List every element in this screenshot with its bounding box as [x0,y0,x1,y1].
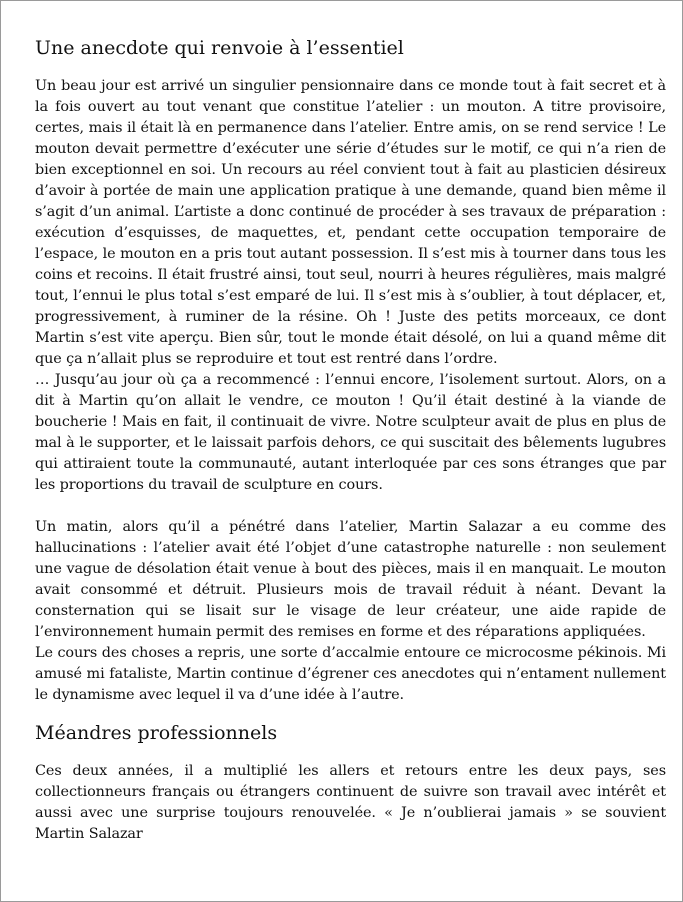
paragraph-3: Un matin, alors qu’il a pénétré dans l’atelier, Martin Salazar a eu comme des hallucinations : l’atelier avait été l’objet d’une catastrophe naturelle : non seulement une vague de désolation était venue à bout des pièces, mais il en manquait. Le mouton avait consommé et détruit. Plusieurs mois de travail réduit à néant. Devant la consternation qui se lisait sur le visage de leur créateur, une aide rapide de l’environnement humain permit des remises en forme et des réparations appliquées. [35,519,666,640]
paragraph-4: Le cours des choses a repris, une sorte d’accalmie entoure ce microcosme pékinois. Mi amusé mi fataliste, Martin continue d’égrener ces anecdotes qui n’entament nullement le dynamisme avec lequel il va d’une idée à l’autre. [35,645,666,703]
section-heading-anecdote: Une anecdote qui renvoie à l’essentiel [35,37,404,59]
section-heading-meandres: Méandres professionnels [35,722,278,744]
paragraph-1: Un beau jour est arrivé un singulier pensionnaire dans ce monde tout à fait secret et à la fois ouvert au tout venant que constitue l’atelier : un mouton. A titre provisoire, certes, mais il était là en permanence dans l’atelier. Entre amis, on se rend service ! Le mouton devait permettre d’exécuter une série d’études sur le motif, ce qui n’a rien de bien exceptionnel en soi. Un recours au réel convient tout à fait au plasticien désireux d’avoir à portée de main une application pratique à une demande, quand bien même il s’agit d’un animal. L’artiste a donc continué de procéder à ses travaux de préparation : exécution d’esquisses, de maquettes, et, pendant cette occupation temporaire de l’espace, le mouton en a pris tout autant possession. Il s’est mis à tourner dans tous les coins et recoins. Il était frustré ainsi, tout seul, nourri à heures régulières, mais malgré tout, l’ennui le plus total s’est emparé de lui. Il s’est mis à s’oublier, à tout déplacer, et, progressivement, à ruminer de la résine. Oh ! Juste des petits morceaux, ce dont Martin s’est vite aperçu. Bien sûr, tout le monde était désolé, on lui a quand même dit que ça n’allait plus se reproduire et tout est rentré dans l’ordre. [35,78,666,367]
paragraph-5: Ces deux années, il a multiplié les allers et retours entre les deux pays, ses collectionneurs français ou étrangers continuent de suivre son travail avec intérêt et aussi avec une surprise toujours renouvelée. « Je n’oublierai jamais » se souvient Martin Salazar [35,763,666,842]
paragraph-2: … Jusqu’au jour où ça a recommencé : l’ennui encore, l’isolement surtout. Alors, on a dit à Martin qu’on allait le vendre, ce mouton ! Qu’il était destiné à la viande de boucherie ! Mais en fait, il continuait de vivre. Notre sculpteur avait de plus en plus de mal à le supporter, et le laissait parfois dehors, ce qui suscitait des bêlements lugubres qui attiraient toute la communauté, autant interloquée par ces sons étranges que par les proportions du travail de sculpture en cours. [35,372,666,493]
